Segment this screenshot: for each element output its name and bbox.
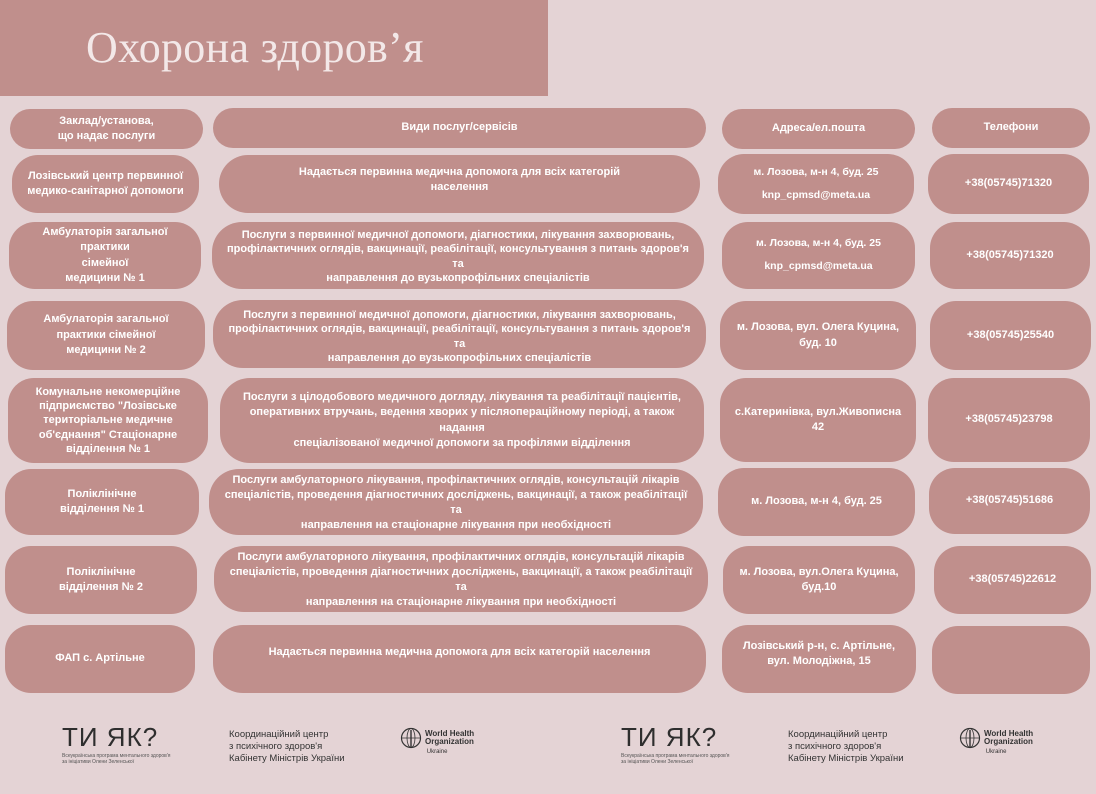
row-7-services: Надається первинна медична допомога для всіх категорій населення (213, 625, 706, 693)
who-emblem-icon (400, 727, 422, 749)
row-3-phone: +38(05745)25540 (930, 301, 1091, 370)
who-name: World Health Organization (425, 728, 475, 746)
row-6-services: Послуги амбулаторного лікування, профілактичних оглядів, консультацій лікарів спеціалістів, проведення діагностичних досліджень, вакцинації, а також реабілітації та направлення на стаціонарне лікування при необхідності (214, 546, 708, 612)
who-country: Ukraine (426, 749, 448, 755)
tiyak-subtitle: Всеукраїнська програма ментального здоров'я за ініціативи Олени Зеленської (62, 753, 171, 765)
row-6-phone: +38(05745)22612 (934, 546, 1091, 614)
row-5-facility: Поліклінічне відділення № 1 (5, 469, 199, 535)
tiyak-subtitle: Всеукраїнська програма ментального здоров'я за ініціативи Олени Зеленської (621, 753, 730, 765)
row-4-phone: +38(05745)23798 (928, 378, 1090, 462)
row-3-facility: Амбулаторія загальної практики сімейної медицини № 2 (7, 301, 205, 370)
coord-center-right: Координаційний центр з психічного здоров'я Кабінету Міністрів України (788, 729, 904, 764)
tiyak-logo-left (62, 722, 182, 765)
coord-center-left: Координаційний центр з психічного здоров'я Кабінету Міністрів України (229, 729, 345, 764)
page-title: Охорона здоров’я (86, 23, 424, 72)
row-4-services: Послуги з цілодобового медичного догляду, лікування та реабілітації пацієнтів, оперативних втручань, ведення хворих у післяопераційному періоді, а також надання спеціалізованої медичної допомоги за профілями відділення (220, 378, 704, 463)
row-3-address: м. Лозова, вул. Олега Куцина, буд. 10 (720, 301, 916, 370)
row-7-address: Лозівський р-н, с. Артільне, вул. Молодіжна, 15 (722, 625, 916, 693)
title-band (0, 0, 548, 96)
row-2-phone: +38(05745)71320 (930, 222, 1090, 289)
row-4-facility: Комунальне некомерційне підприємство "Лозівське територіальне медичне об'єднання" Стаціонарне відділення № 1 (8, 378, 208, 463)
header-services: Види послуг/сервісів (213, 108, 706, 148)
tiyak-wordmark: ТИ ЯК? (62, 722, 159, 752)
row-1-facility: Лозівський центр первинної медико-санітарної допомоги (12, 155, 199, 213)
who-country: Ukraine (985, 749, 1007, 755)
header-address: Адреса/ел.пошта (722, 109, 915, 149)
row-4-address: с.Катеринівка, вул.Живописна 42 (720, 378, 916, 462)
header-phones: Телефони (932, 108, 1090, 148)
header-facility: Заклад/установа, що надає послуги (10, 109, 203, 149)
row-6-facility: Поліклінічне відділення № 2 (5, 546, 197, 614)
row-3-services: Послуги з первинної медичної допомоги, діагностики, лікування захворювань, профілактичних оглядів, вакцинації, реабілітації, консультування з питань здоров'я та направлення до вузькопрофільних спеціалістів (213, 300, 706, 368)
row-5-address: м. Лозова, м-н 4, буд. 25 (718, 468, 915, 536)
row-6-address: м. Лозова, вул.Олега Куцина, буд.10 (723, 546, 915, 614)
tiyak-logo-right (621, 722, 741, 765)
row-2-facility: Амбулаторія загальної практики сімейної медицини № 1 (9, 222, 201, 289)
row-5-services: Послуги амбулаторного лікування, профілактичних оглядів, консультацій лікарів спеціалістів, проведення діагностичних досліджень, вакцинації, а також реабілітації та направлення на стаціонарне лікування при необхідності (209, 469, 703, 535)
row-2-services: Послуги з первинної медичної допомоги, діагностики, лікування захворювань, профілактичних оглядів, вакцинації, реабілітації, консультування з питань здоров'я та направлення до вузькопрофільних спеціалістів (212, 222, 704, 289)
tiyak-wordmark: ТИ ЯК? (621, 722, 718, 752)
who-emblem-icon (959, 727, 981, 749)
row-2-address: м. Лозова, м-н 4, буд. 25 knp_cpmsd@meta.ua (722, 222, 915, 289)
row-1-services: Надається первинна медична допомога для всіх категорій населення (219, 155, 700, 213)
row-1-phone: +38(05745)71320 (928, 154, 1089, 214)
row-1-address: м. Лозова, м-н 4, буд. 25 knp_cpmsd@meta.ua (718, 154, 914, 214)
row-5-phone: +38(05745)51686 (929, 468, 1090, 534)
who-logo-right (959, 727, 1033, 755)
row-7-facility: ФАП с. Артільне (5, 625, 195, 693)
row-7-phone (932, 626, 1090, 694)
who-name: World Health Organization (984, 728, 1034, 746)
who-logo-left (400, 727, 474, 755)
